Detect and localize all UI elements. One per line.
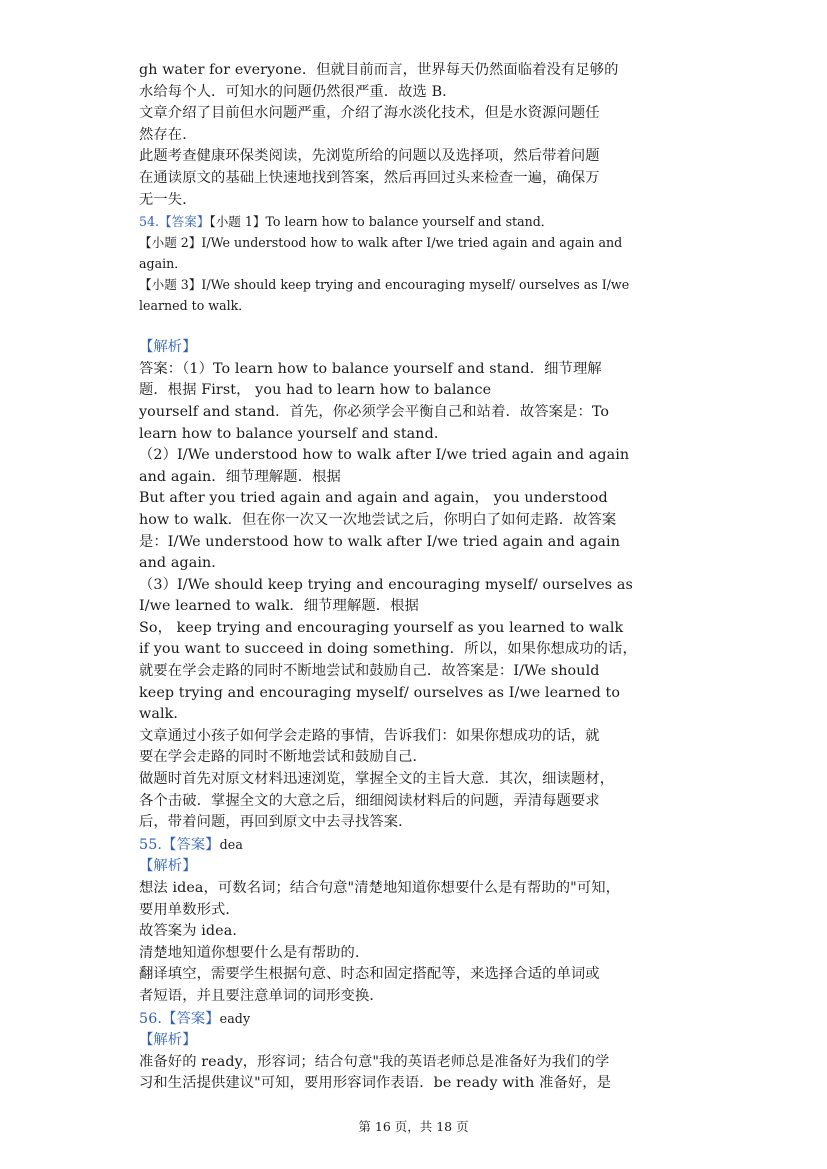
q54-analysis-line: I/we learned to walk．细节理解题．根据 (139, 598, 419, 615)
q54-answer-line: 【小题 1】To learn how to balance yourself and stand． (209, 214, 554, 230)
spacer (139, 316, 689, 337)
q54-analysis-tag: 【解析】 (139, 339, 197, 356)
intro-line: 无一失． (139, 191, 197, 208)
q55-number: 55. (139, 836, 163, 853)
q54-answer-line: again． (139, 256, 187, 272)
q55-answer-heading (139, 834, 689, 857)
q56-analysis-tag: 【解析】 (139, 1032, 197, 1049)
q54-analysis-line: how to walk．但在你一次又一次地尝试之后，你明白了如何走路．故答案 (139, 511, 617, 528)
intro-line: 在通读原文的基础上快速地找到答案，然后再回过头来检查一遍，确保万 (139, 169, 600, 186)
q55-analysis-line: 清楚地知道你想要什么是有帮助的． (139, 944, 370, 961)
q55-analysis-line: 者短语，并且要注意单词的词形变换． (139, 987, 384, 1004)
q54-analysis-line: 是：I/We understood how to walk after I/we tried again and again (139, 533, 621, 550)
q55-analysis-line: 要用单数形式． (139, 901, 240, 918)
q54-analysis-line: learn how to balance yourself and stand． (139, 425, 449, 442)
q56-analysis-line: 准备好的 ready，形容词；结合句意"我的英语老师总是准备好为我们的学 (139, 1053, 610, 1070)
q56-number: 56. (139, 1010, 163, 1027)
intro-line: 水给每个人．可知水的问题仍然很严重．故选 B． (139, 83, 457, 100)
intro-line: gh water for everyone．但就目前而言，世界每天仍然面临着没有足够的 (139, 62, 619, 78)
q55-answer: dea (219, 836, 243, 852)
q54-analysis-line: （3）I/We should keep trying and encouraging myself/ ourselves as (139, 576, 633, 593)
q54-analysis-line: and again． (139, 555, 226, 572)
q56-answer-tag: 【答案】 (162, 1010, 220, 1027)
q54-analysis-line: 答案：（1）To learn how to balance yourself and stand．细节理解 (139, 360, 602, 377)
q54-answer-heading (139, 211, 689, 232)
q54-answer-tag: 【答案】 (159, 214, 210, 230)
q54-analysis-line: But after you tried again and again and again， you understood (139, 490, 608, 507)
q54-analysis-line: if you want to succeed in doing something．所以，如果你想成功的话， (139, 641, 637, 658)
q56-answer-heading (139, 1008, 689, 1031)
q54-analysis-line: 题．根据 First， you had to learn how to balance (139, 382, 492, 399)
q54-analysis-line: walk． (139, 706, 188, 723)
intro-line: 文章介绍了目前但水问题严重，介绍了海水淡化技术，但是水资源问题任 (139, 105, 600, 122)
q55-analysis-line: 故答案为 idea． (139, 923, 247, 940)
q54-analysis-line: （2）I/We understood how to walk after I/we tried again and again (139, 447, 630, 464)
q54-analysis-line: So， keep trying and encouraging yourself as you learned to walk (139, 619, 624, 636)
q54-analysis-line: 做题时首先对原文材料迅速浏览，掌握全文的主旨大意．其次，细读题材， (139, 771, 615, 788)
q54-answer-line: 【小题 3】I/We should keep trying and encouraging myself/ ourselves as I/we (139, 277, 630, 293)
page-footer: 第 16 页，共 18 页 (358, 1119, 469, 1134)
q54-analysis-line: 就要在学会走路的同时不断地尝试和鼓励自己．故答案是：I/We should (139, 663, 600, 680)
q54-analysis-line: yourself and stand．首先，你必须学会平衡自己和站着．故答案是：To (139, 403, 610, 420)
q54-analysis-line: 后，带着问题，再回到原文中去寻找答案． (139, 814, 413, 831)
q56-answer: eady (219, 1010, 251, 1026)
q54-analysis-line: 文章通过小孩子如何学会走路的事情，告诉我们：如果你想成功的话，就 (139, 727, 600, 744)
q54-answer-line: learned to walk． (139, 298, 251, 314)
intro-line: 然存在． (139, 126, 197, 143)
intro-line: 此题考查健康环保类阅读，先浏览所给的问题以及选择项，然后带着问题 (139, 148, 600, 165)
q56-analysis-line: 习和生活提供建议"可知，要用形容词作表语．be ready with 准备好，是 (139, 1075, 612, 1092)
document-page (139, 60, 689, 1095)
q54-number: 54. (139, 214, 160, 230)
q55-answer-tag: 【答案】 (162, 836, 220, 853)
q55-analysis-line: 翻译填空，需要学生根据句意、时态和固定搭配等，来选择合适的单词或 (139, 966, 600, 983)
q55-analysis-line: 想法 idea，可数名词；结合句意"清楚地知道你想要什么是有帮助的"可知， (139, 880, 621, 896)
q54-analysis-line: keep trying and encouraging myself/ ourselves as I/we learned to (139, 684, 621, 701)
q54-answer-line: 【小题 2】I/We understood how to walk after I/we tried again and again and (139, 235, 623, 251)
q54-analysis-line: 要在学会走路的同时不断地尝试和鼓励自己． (139, 749, 427, 766)
q55-analysis-tag: 【解析】 (139, 858, 197, 875)
q54-analysis-line: 各个击破．掌握全文的大意之后，细细阅读材料后的问题，弄清每题要求 (139, 792, 600, 809)
q54-analysis-line: and again．细节理解题．根据 (139, 468, 341, 485)
